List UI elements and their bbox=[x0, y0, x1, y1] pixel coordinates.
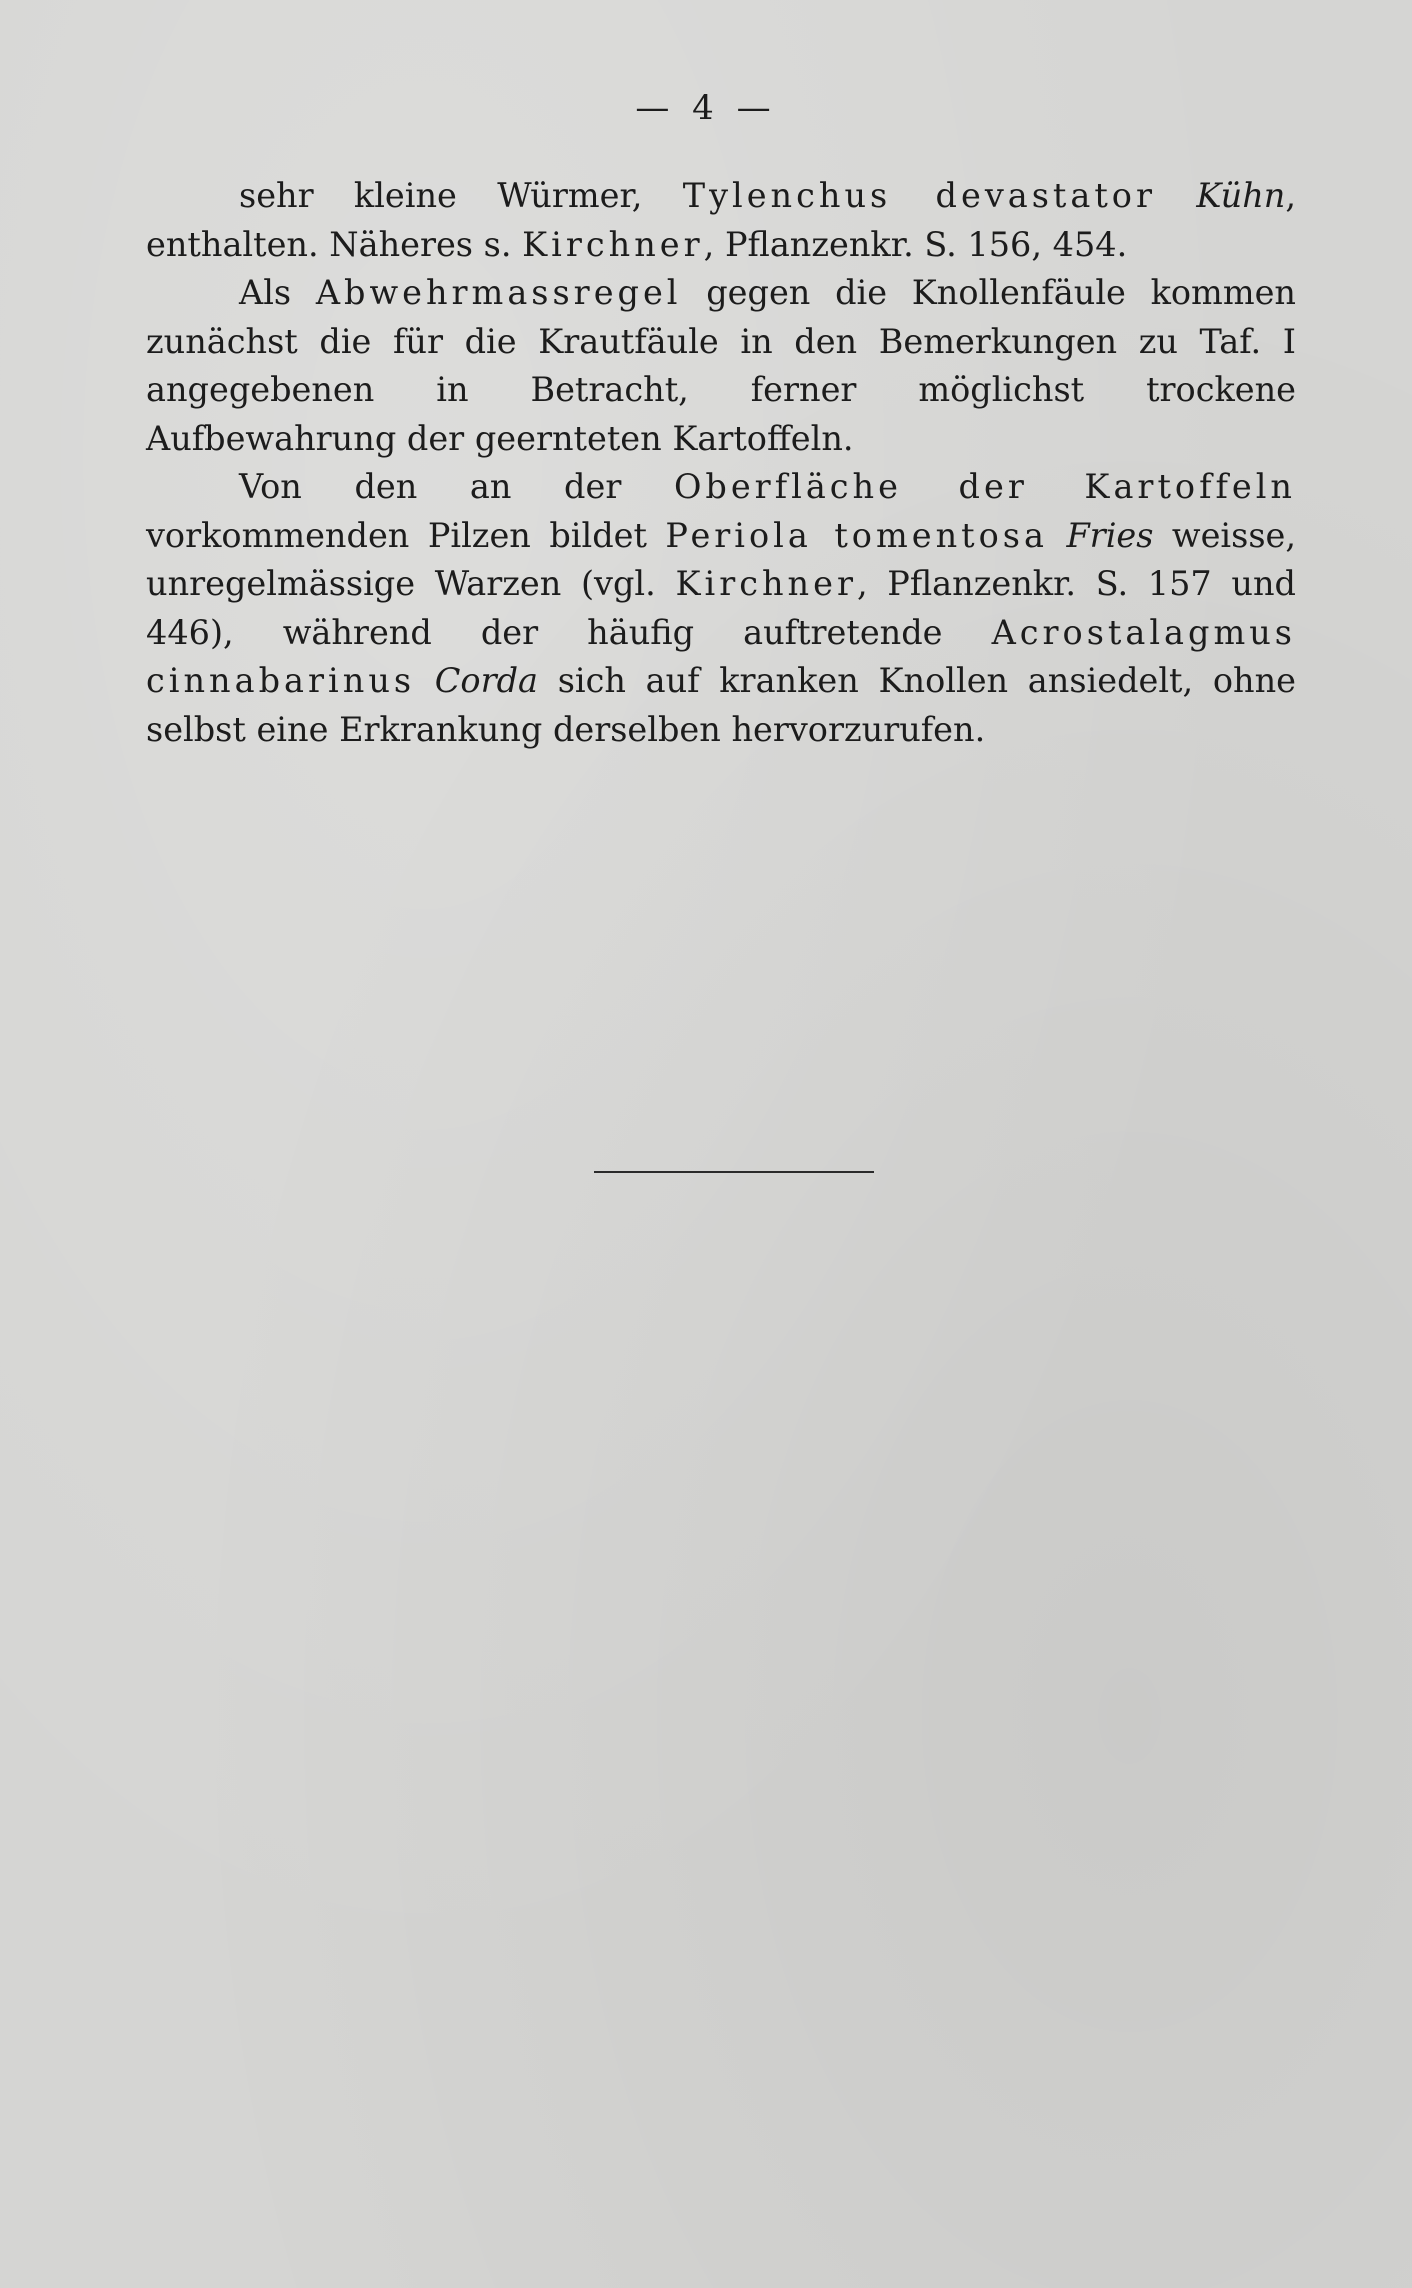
text-run bbox=[1156, 176, 1196, 215]
text-run: Kühn bbox=[1196, 176, 1286, 215]
text-run: Abwehrmassregel bbox=[315, 273, 682, 312]
text-run: Kirchner bbox=[522, 224, 704, 264]
paragraph-1 bbox=[146, 172, 1296, 269]
text-run: sich auf kranken Knollen ansiedelt, ohne selbst eine Erkrankung derselben hervorzurufen. bbox=[146, 661, 1296, 749]
end-separator-line bbox=[594, 1171, 874, 1173]
text-run: Kirchner bbox=[675, 564, 857, 603]
text-run bbox=[1048, 516, 1066, 555]
body-text bbox=[146, 172, 1296, 754]
text-run: Tylenchus devastator bbox=[682, 176, 1156, 215]
paragraph-3 bbox=[146, 463, 1296, 754]
text-run: gegen die Knollenfäule kommen zunächst die für die Krautfäule in den Bemerkungen zu Taf. I angegebenen in Betracht, ferner möglichst trockene Aufbewahrung der geernteten Kartoffeln. bbox=[146, 273, 1296, 458]
text-run: , Pflanzenkr. S. 156, 454. bbox=[703, 224, 1128, 264]
paragraph-2 bbox=[146, 269, 1296, 463]
text-run: Acrostalagmus cinnabarinus bbox=[146, 612, 1296, 700]
text-run: Periola tomentosa bbox=[665, 515, 1048, 555]
text-run: sehr kleine Würmer, bbox=[239, 176, 683, 215]
text-run: , Pflanzenkr. S. 157 und 446), während der häufig auftretende bbox=[146, 564, 1296, 652]
text-run: Als bbox=[239, 273, 316, 312]
text-run bbox=[415, 661, 435, 700]
text-run: , enthalten. Näheres s. bbox=[146, 176, 1297, 264]
text-run: Oberfläche der Kartoffeln bbox=[673, 467, 1296, 506]
page-number: — 4 — bbox=[635, 88, 777, 128]
text-run: Fries bbox=[1066, 515, 1154, 555]
text-run: weisse, unregelmässige Warzen (vgl. bbox=[146, 515, 1296, 603]
text-run: vorkommenden Pilzen bildet bbox=[146, 515, 666, 555]
text-run: Von den an der bbox=[239, 467, 674, 506]
text-run: Corda bbox=[434, 661, 539, 700]
